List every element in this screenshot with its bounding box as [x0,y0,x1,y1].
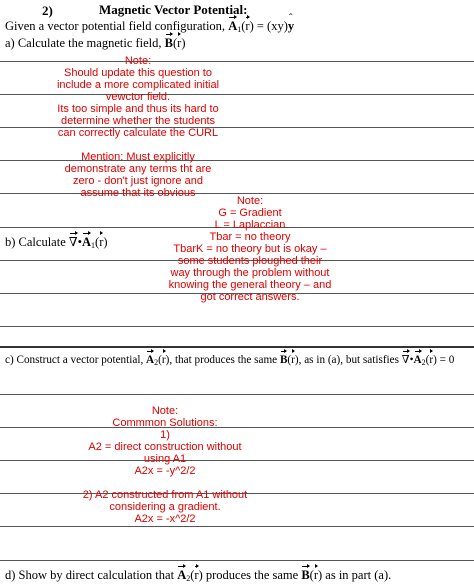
lparen: ( [309,568,314,582]
unit-y-symbol: ˆ y [288,19,294,33]
note-line: Commmon Solutions: [112,417,218,429]
nabla-symbol: ∇ [401,354,410,366]
note-line: using A1 [143,453,187,465]
lparen: ( [241,19,246,33]
part-d-text-1: d) Show by direct calculation that [5,568,175,582]
problem-title: Magnetic Vector Potential: [99,2,248,17]
subscript-2: 2 [186,574,191,583]
part-b-question [5,235,108,253]
reviewer-note-1 [38,55,238,199]
note-line: Should update this question to [63,67,212,79]
vector-A-symbol: A [177,568,187,582]
answer-line [0,560,474,561]
vector-r-symbol: r [161,354,166,366]
part-c-question [5,353,454,370]
note-line: some students ploughed their [177,255,323,267]
note-line: A2x = -y^2/2 [134,465,196,477]
lparen: ( [287,354,292,366]
rparen: ) [181,36,186,50]
note-line: Note: [236,195,264,207]
lparen: ( [95,235,100,249]
vector-A-symbol: A [82,235,92,249]
note-line: Mention: Must explicitly [81,151,195,163]
dot-symbol: • [77,235,82,249]
subscript-2: 2 [421,358,426,367]
vector-r-symbol: r [99,235,104,249]
note-line [65,477,265,489]
problem-number: 2) [42,3,53,18]
vector-A-symbol: A [146,354,155,366]
answer-line [0,526,474,527]
note-line: L = Laplaccian [214,219,286,231]
note-line: 1) [160,429,170,441]
note-line: vewctor field. [105,91,171,103]
note-line: Its too simple and thus its hard to [57,103,219,115]
given-equation: = (xy) [256,19,288,33]
note-line: 2) A2 constructed from A1 without [82,489,248,501]
rparen: ) [103,235,108,249]
part-c-text-3: , as in (a), but satisfies [298,354,399,366]
lparen: ( [158,354,162,366]
vector-r-symbol: r [429,354,434,366]
answer-line [0,394,474,395]
part-c-text-4: = 0 [439,354,455,366]
vector-B-symbol: B [164,36,173,50]
answer-line [0,326,474,327]
vector-r-symbol: r [194,568,199,582]
part-b-text: b) Calculate [5,235,66,249]
nabla-symbol: ∇ [68,235,78,249]
reviewer-note-2 [160,195,340,303]
note-line: zero - don't just ignore and [73,175,203,187]
note-line: G = Gradient [218,207,282,219]
note-line: way through the problem without [170,267,330,279]
vector-A-symbol: A [228,19,238,33]
note-line: Note: [124,55,152,67]
note-line: include a more complicated initial [56,79,220,91]
rparen: ) [165,354,170,366]
rparen: ) [249,19,254,33]
dot-symbol: • [409,354,414,366]
vector-r-symbol: r [177,36,182,50]
note-line: demonstrate any terms tht are [64,163,212,175]
vector-r-symbol: r [245,19,250,33]
given-prefix: Given a vector potential field configuration, [5,19,226,33]
part-a-question [5,36,186,50]
note-line: assume that its obvious [80,187,196,199]
note-line: determine whether the students [60,115,216,127]
lparen: ( [425,354,430,366]
note-line: can correctly calculate the CURL [57,127,219,139]
reviewer-note-3 [65,405,265,525]
note-line: got correct answers. [200,291,300,303]
note-line: A2 = direct construction without [88,441,242,453]
part-a-text: a) Calculate the magnetic field, [5,36,162,50]
given-statement [5,19,294,37]
part-d-text-2: produces the same [205,568,299,582]
part-c-text-2: , that produces the same [169,354,278,366]
lparen: ( [173,36,178,50]
part-d-question [5,568,391,586]
rparen: ) [318,568,323,582]
note-line [38,139,238,151]
vector-r-symbol: r [291,354,295,366]
rparen: ) [198,568,203,582]
section-divider [0,346,474,348]
note-line: TbarK = no theory but is okay – [173,243,327,255]
rparen: ) [433,354,437,366]
note-line: Note: [151,405,179,417]
note-line: A2x = -x^2/2 [134,513,196,525]
note-line: considering a gradient. [109,501,221,513]
note-line: knowing the general theory – and [168,279,332,291]
subscript-2: 2 [154,358,159,367]
note-line: Tbar = no theory [209,231,291,243]
subscript-1: 1 [237,25,242,34]
lparen: ( [190,568,195,582]
subscript-1: 1 [91,241,96,250]
part-c-text-1: c) Construct a vector potential, [5,354,144,366]
part-d-text-3: as in part (a). [325,568,392,582]
rparen: ) [294,354,299,366]
vector-B-symbol: B [301,568,310,582]
vector-r-symbol: r [313,568,318,582]
vector-A-symbol: A [413,354,422,366]
vector-B-symbol: B [279,354,288,366]
